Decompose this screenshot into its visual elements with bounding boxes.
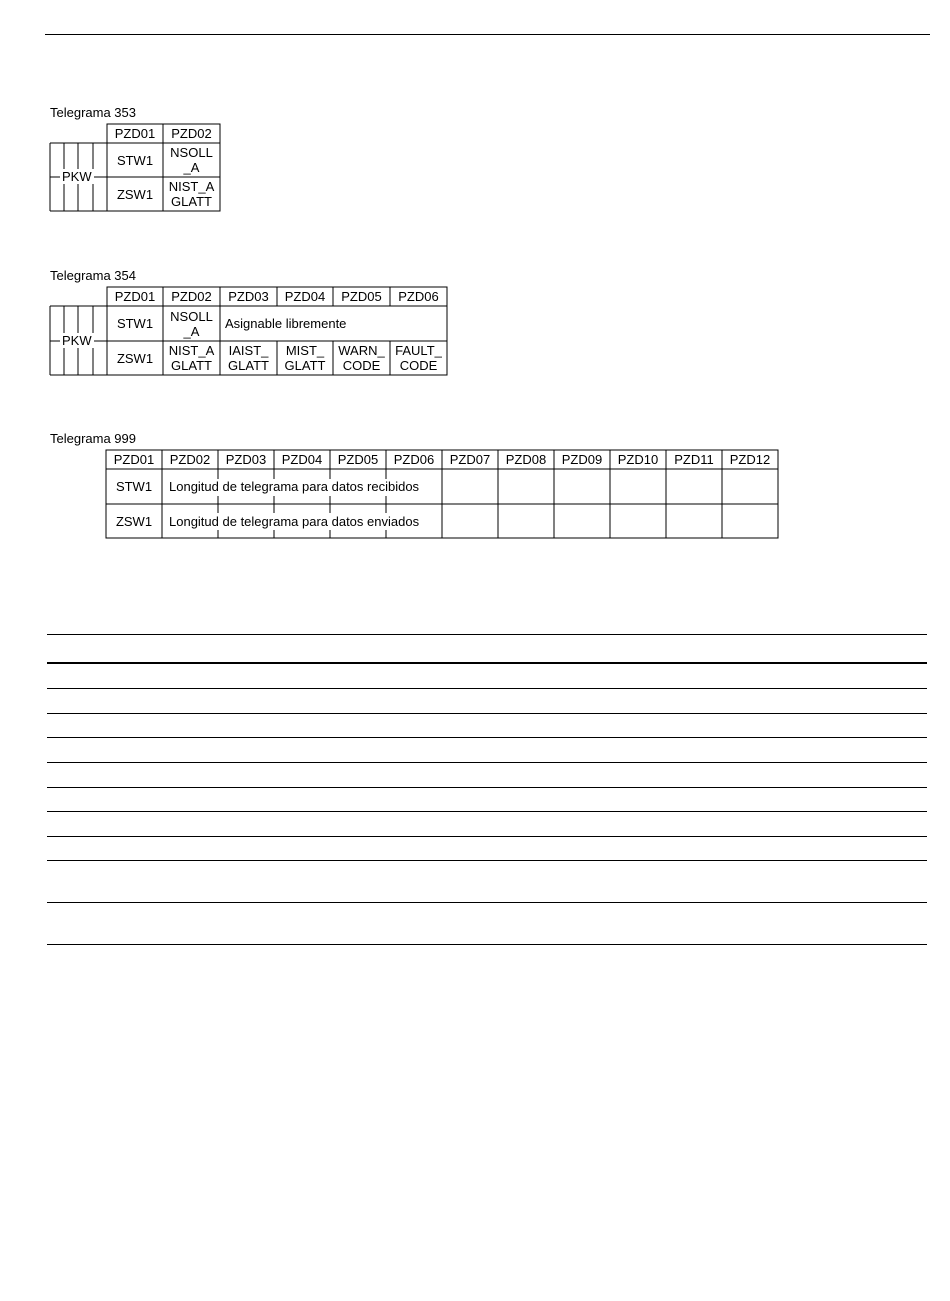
telegram-354-nist-a-glatt: NIST_A GLATT (168, 343, 215, 373)
table-rule (47, 713, 927, 714)
telegram-353-header-pzd01: PZD01 (114, 126, 156, 141)
telegram-354-nsoll-a: NSOLL _A (170, 308, 213, 339)
table-rule (47, 836, 927, 837)
telegram-354-header-pzd05: PZD05 (341, 289, 382, 304)
table-rule (47, 860, 927, 861)
telegram-354-fault-code: FAULT_ CODE (395, 343, 442, 373)
telegram-354-zsw1: ZSW1 (116, 350, 154, 366)
telegram-999-send-length: Longitud de telegrama para datos enviados (169, 513, 420, 529)
table-rule (47, 811, 927, 812)
telegram-354-caption: Telegrama 354 (50, 268, 136, 283)
telegram-354-header-pzd01: PZD01 (114, 289, 156, 304)
telegram-353-nist-a-glatt: NIST_A GLATT (168, 179, 215, 209)
table-rule (47, 737, 927, 738)
telegram-999-header-pzd03: PZD03 (225, 452, 267, 467)
telegram-354-freely-assignable: Asignable libremente (225, 316, 347, 331)
table-rule (47, 688, 927, 689)
telegram-354-header-pzd06: PZD06 (398, 289, 439, 304)
telegram-999-header-pzd08: PZD08 (505, 452, 547, 467)
telegram-354-warn-code: WARN_ CODE (338, 343, 385, 373)
telegram-999-header-pzd02: PZD02 (169, 452, 211, 467)
telegram-354-iaist-glatt: IAIST_ GLATT (228, 343, 269, 373)
table-header-rule (47, 662, 927, 664)
telegram-999-header-pzd04: PZD04 (281, 452, 323, 467)
telegram-999-header-pzd10: PZD10 (617, 452, 659, 467)
telegram-999-zsw1: ZSW1 (115, 513, 153, 529)
telegram-354-header-pzd04: PZD04 (284, 289, 326, 304)
telegram-999-header-pzd11: PZD11 (674, 452, 714, 467)
telegram-999-header-pzd01: PZD01 (113, 452, 155, 467)
telegram-999-header-pzd06: PZD06 (393, 452, 435, 467)
telegram-354-stw1: STW1 (116, 316, 154, 331)
telegram-353-header-pzd02: PZD02 (171, 126, 212, 141)
table-rule (47, 787, 927, 788)
telegram-999-receive-length: Longitud de telegrama para datos recibidos (169, 479, 420, 494)
telegram-353-pkw-label: PKW (62, 169, 92, 184)
telegram-999-header-pzd05: PZD05 (337, 452, 379, 467)
telegram-353-stw1: STW1 (116, 152, 154, 168)
telegram-353-caption: Telegrama 353 (50, 105, 136, 120)
table-rule (47, 902, 927, 903)
telegram-354-header-pzd03: PZD03 (228, 289, 269, 304)
telegram-353-zsw1: ZSW1 (116, 186, 154, 202)
telegram-354-pkw-label: PKW (62, 333, 92, 348)
telegram-999-header-pzd09: PZD09 (561, 452, 603, 467)
table-bottom-rule (47, 944, 927, 945)
telegram-353-nsoll-a: NSOLL _A (170, 145, 213, 175)
telegram-354-mist-glatt: MIST_ GLATT (284, 343, 326, 373)
table-rule (47, 762, 927, 763)
telegram-999-header-pzd12: PZD12 (729, 452, 771, 467)
telegram-999-stw1: STW1 (115, 479, 153, 494)
telegram-999-header-pzd07: PZD07 (449, 452, 491, 467)
table-rule (47, 634, 927, 635)
telegram-354-header-pzd02: PZD02 (171, 289, 212, 304)
telegram-999-caption: Telegrama 999 (50, 431, 136, 446)
